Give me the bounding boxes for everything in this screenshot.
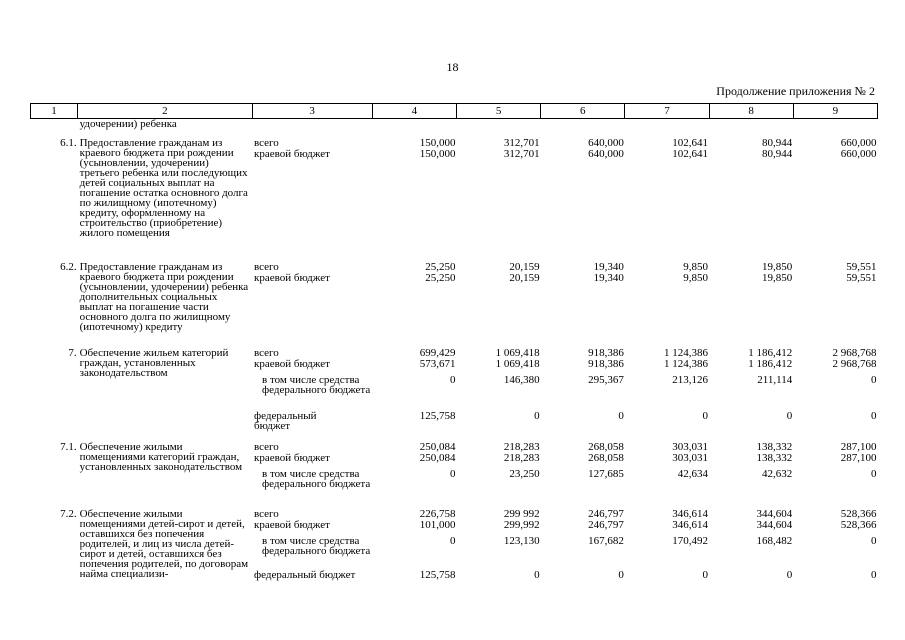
value-cell: 211,114 — [757, 373, 793, 386]
value-cell — [372, 119, 456, 132]
value-cell: 226,758 — [419, 507, 456, 520]
table-row — [31, 256, 878, 273]
table-row — [31, 119, 878, 132]
value-cell: 150,000 — [419, 147, 456, 160]
value-cell: 0 — [871, 534, 877, 547]
value-cell: 25,250 — [425, 271, 456, 284]
funding-source: всего — [254, 346, 279, 359]
value-cell: 0 — [618, 409, 624, 422]
value-cell: 0 — [618, 568, 624, 581]
value-cell: 528,366 — [840, 507, 877, 520]
value-cell: 640,000 — [588, 136, 624, 149]
value-cell: 0 — [871, 409, 877, 422]
value-cell: 0 — [871, 568, 877, 581]
value-cell: 2 968,768 — [832, 346, 877, 359]
table-row — [31, 436, 878, 453]
value-cell: 138,332 — [756, 440, 793, 453]
row-number: 7.1. — [60, 440, 77, 453]
value-cell: 42,632 — [761, 467, 793, 480]
value-cell: 344,604 — [756, 518, 793, 531]
continuation-note: Продолжение приложения № 2 — [716, 84, 875, 98]
value-cell: 146,380 — [503, 373, 540, 386]
value-cell: 218,283 — [503, 451, 540, 464]
budget-table — [30, 103, 878, 584]
funding-source: федеральный бюджет — [254, 409, 317, 432]
value-cell: 303,031 — [672, 440, 709, 453]
value-cell: 80,944 — [761, 147, 793, 160]
value-cell: 0 — [786, 409, 793, 422]
value-cell — [709, 119, 793, 132]
value-cell: 168,482 — [756, 534, 793, 547]
value-cell: 170,492 — [672, 534, 709, 547]
table-row — [31, 503, 878, 520]
value-cell: 246,797 — [588, 507, 624, 520]
value-cell: 102,641 — [672, 147, 709, 160]
value-cell: 59,551 — [846, 260, 877, 273]
funding-source: краевой бюджет — [254, 451, 330, 464]
value-cell: 346,614 — [672, 518, 709, 531]
row-number: 6.1. — [60, 136, 77, 149]
value-cell: 125,758 — [419, 568, 456, 581]
funding-source: краевой бюджет — [254, 518, 330, 531]
column-header: 9 — [793, 104, 877, 119]
row-description: Обеспечение жилыми помещениями детей-сирот и детей, оставшихся без попечения родителей, и лиц из числа детей-сирот и детей, оставшихся без попечения родителей, по договорам найма специализи- — [79, 507, 249, 580]
value-cell: 1 069,418 — [495, 346, 540, 359]
value-cell: 0 — [534, 568, 540, 581]
row-description: удочерении) ребенка — [79, 118, 177, 130]
table-header-row — [31, 104, 878, 119]
page-number: 18 — [446, 60, 459, 74]
column-header: 2 — [78, 104, 252, 119]
value-cell: 123,130 — [503, 534, 540, 547]
column-header: 1 — [31, 104, 78, 119]
row-number: 7.2. — [60, 507, 77, 520]
row-description: Обеспечение жильем категорий граждан, установленных законодательством — [79, 346, 229, 379]
row-description: Предоставление гражданам из краевого бюджета при рождении (усыновлении, удочерении) ребенка дополнительных социальных выплат на погашение части основного долга по жилищному (ипотечному) кредиту — [79, 260, 249, 333]
value-cell — [793, 119, 877, 132]
funding-source: в том числе средства федерального бюджета — [262, 467, 371, 490]
value-cell: 42,634 — [677, 467, 709, 480]
value-cell: 1 186,412 — [748, 346, 793, 359]
value-cell: 640,000 — [588, 147, 624, 160]
funding-source: краевой бюджет — [254, 357, 330, 370]
value-cell: 250,084 — [419, 440, 456, 453]
value-cell: 346,614 — [672, 507, 709, 520]
value-cell: 295,367 — [588, 373, 624, 386]
value-cell: 344,604 — [756, 507, 793, 520]
value-cell: 0 — [534, 409, 540, 422]
value-cell: 19,850 — [761, 260, 793, 273]
value-cell: 25,250 — [425, 260, 456, 273]
funding-source: всего — [254, 507, 279, 520]
column-header: 5 — [456, 104, 540, 119]
value-cell: 127,685 — [588, 467, 624, 480]
value-cell: 573,671 — [419, 357, 456, 370]
row-description: Предоставление гражданам из краевого бюджета при рождении (усыновлении, удочерении) третьего ребенка или последующих детей социальных выплат на погашение остатка основного долга по жилищному (ипотечному) кредиту, оформленному на строительство (приобретение) жилого помещения — [79, 136, 248, 239]
value-cell: 1 124,386 — [664, 357, 709, 370]
value-cell: 660,000 — [840, 136, 877, 149]
value-cell: 1 124,386 — [664, 346, 709, 359]
value-cell: 102,641 — [672, 136, 709, 149]
value-cell: 0 — [702, 409, 709, 422]
table-row — [31, 132, 878, 149]
value-cell: 0 — [449, 534, 456, 547]
funding-source: краевой бюджет — [254, 147, 330, 160]
column-header: 8 — [709, 104, 793, 119]
value-cell: 299 992 — [503, 507, 540, 520]
row-number — [31, 119, 78, 132]
value-cell: 660,000 — [840, 147, 877, 160]
value-cell: 101,000 — [419, 518, 456, 531]
value-cell — [541, 119, 625, 132]
value-cell: 250,084 — [419, 451, 456, 464]
value-cell: 19,850 — [761, 271, 793, 284]
funding-source: всего — [254, 136, 279, 149]
row-number: 6.2. — [60, 260, 77, 273]
funding-source — [252, 119, 372, 132]
funding-source: краевой бюджет — [254, 271, 330, 284]
value-cell — [625, 119, 709, 132]
value-cell: 918,386 — [588, 357, 624, 370]
value-cell: 287,100 — [840, 451, 877, 464]
value-cell — [456, 119, 540, 132]
value-cell: 20,159 — [509, 271, 540, 284]
value-cell: 213,126 — [672, 373, 709, 386]
value-cell: 9,850 — [683, 260, 709, 273]
column-header: 7 — [625, 104, 709, 119]
value-cell: 699,429 — [419, 346, 456, 359]
value-cell: 2 968,768 — [832, 357, 877, 370]
value-cell: 138,332 — [756, 451, 793, 464]
value-cell: 1 186,412 — [748, 357, 793, 370]
value-cell: 0 — [449, 467, 456, 480]
funding-source: всего — [254, 260, 279, 273]
column-header: 3 — [252, 104, 372, 119]
value-cell: 268,058 — [588, 451, 624, 464]
value-cell: 1 069,418 — [495, 357, 540, 370]
row-number: 7. — [68, 346, 77, 359]
value-cell: 125,758 — [419, 409, 456, 422]
value-cell: 80,944 — [761, 136, 793, 149]
value-cell: 19,340 — [593, 271, 624, 284]
value-cell: 528,366 — [840, 518, 877, 531]
value-cell: 268,058 — [588, 440, 624, 453]
funding-source: в том числе средства федерального бюджета — [262, 534, 371, 557]
value-cell: 20,159 — [509, 260, 540, 273]
value-cell: 918,386 — [588, 346, 624, 359]
value-cell: 0 — [786, 568, 793, 581]
value-cell: 19,340 — [593, 260, 624, 273]
value-cell: 0 — [871, 373, 877, 386]
value-cell: 0 — [871, 467, 877, 480]
value-cell: 23,250 — [509, 467, 540, 480]
funding-source: всего — [254, 440, 279, 453]
funding-source: в том числе средства федерального бюджета — [262, 373, 371, 396]
value-cell: 312,701 — [503, 136, 540, 149]
table-row — [31, 342, 878, 359]
value-cell: 0 — [449, 373, 456, 386]
column-header: 6 — [541, 104, 625, 119]
value-cell: 299,992 — [503, 518, 540, 531]
value-cell: 167,682 — [588, 534, 624, 547]
row-description: Обеспечение жилыми помещениями категорий граждан, установленных законодательством — [79, 440, 243, 473]
value-cell: 9,850 — [683, 271, 709, 284]
value-cell: 287,100 — [840, 440, 877, 453]
value-cell: 312,701 — [503, 147, 540, 160]
column-header: 4 — [372, 104, 456, 119]
value-cell: 59,551 — [846, 271, 877, 284]
value-cell: 0 — [702, 568, 709, 581]
value-cell: 303,031 — [672, 451, 709, 464]
value-cell: 246,797 — [588, 518, 624, 531]
value-cell: 150,000 — [419, 136, 456, 149]
funding-source: федеральный бюджет — [254, 569, 356, 581]
value-cell: 218,283 — [503, 440, 540, 453]
